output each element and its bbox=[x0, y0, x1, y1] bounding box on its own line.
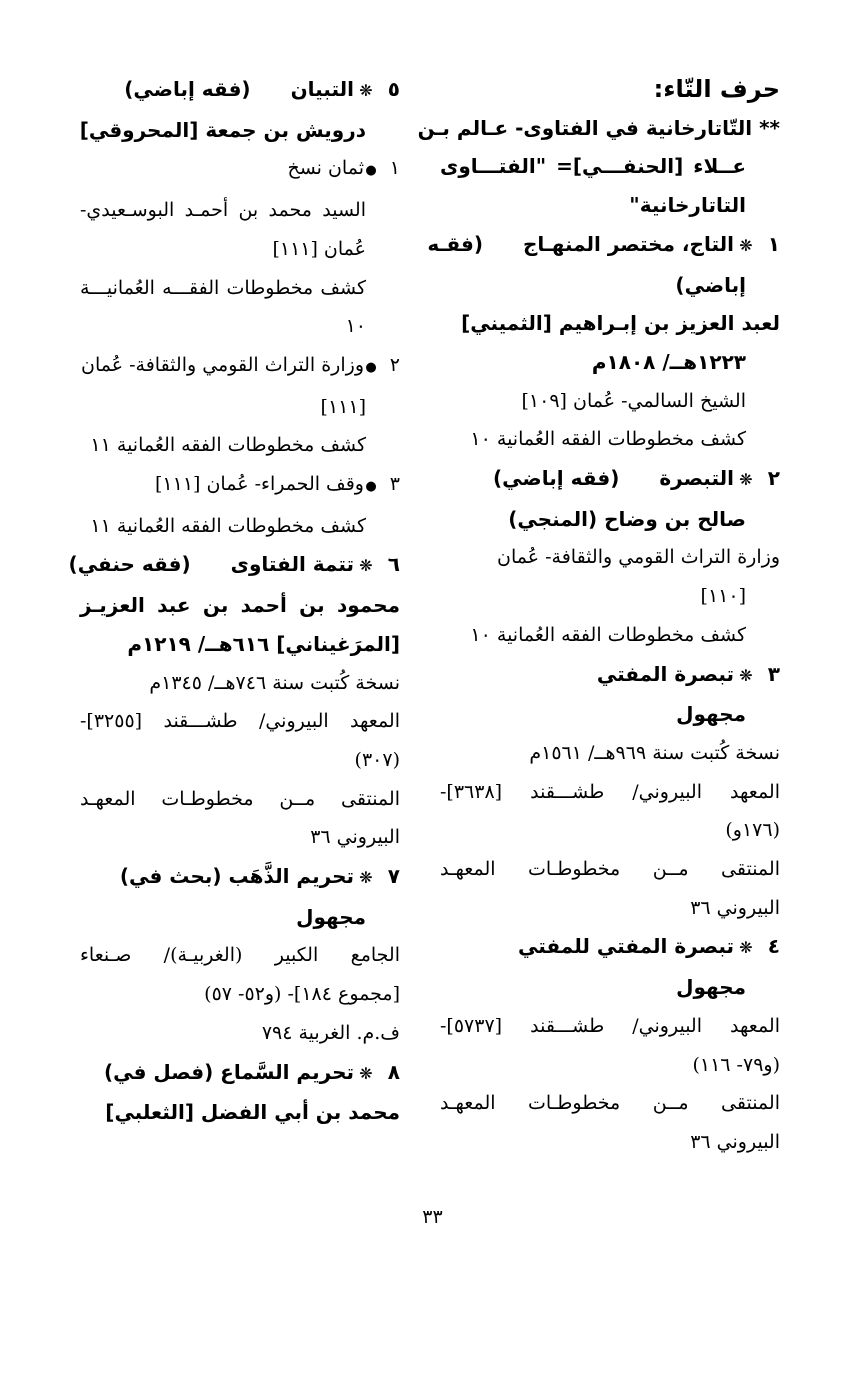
entry-location-cont: (و٧٩- ١١٦) bbox=[692, 1053, 780, 1076]
bullet-icon: ● bbox=[365, 163, 377, 179]
entry-number: ٢ bbox=[767, 466, 780, 491]
right-column bbox=[417, 70, 780, 1162]
entry-number: ٨ bbox=[387, 1059, 400, 1084]
entry-location-cont: (١٧٦و) bbox=[725, 819, 780, 842]
entry-author: درويش بن جمعة [المحروقي] bbox=[79, 117, 366, 142]
sub-entry-number: ٢ bbox=[389, 353, 400, 376]
entry-number: ١ bbox=[767, 231, 780, 256]
intro-line-3: التاتارخانية" bbox=[629, 193, 746, 218]
bullet-icon: ● bbox=[365, 479, 377, 495]
entry-tag: (فقه إباضي) bbox=[124, 77, 251, 101]
entry-title: تبصرة المفتي bbox=[596, 661, 734, 686]
sub-entry-location-cont: عُمان [١١١] bbox=[272, 237, 366, 260]
entry-location: الجامع الكبير (الغربيـة)/ صـنعاء bbox=[80, 944, 400, 967]
entry-number: ٦ bbox=[387, 552, 400, 577]
sub-entry-text: وقف الحمراء- عُمان [١١١] bbox=[154, 473, 364, 496]
sub-entry-reference-cont: ١٠ bbox=[345, 315, 366, 338]
entry-location: المعهد البيروني/ طشـــقند [٥٧٣٧]- bbox=[440, 1014, 780, 1037]
entry-reference: ف.م. الغربية ٧٩٤ bbox=[261, 1021, 400, 1044]
entry-author-date: [المرَغيناني] ٦١٦هــ/ ١٢١٩م bbox=[127, 631, 400, 656]
entry-tag: (فقه حنفي) bbox=[68, 552, 191, 577]
sub-entry-1 bbox=[80, 149, 400, 191]
entry-title: التاج، مختصر المنهـاج bbox=[523, 231, 734, 256]
section-heading: حرف التّاء: bbox=[653, 75, 780, 103]
sub-entry-location: السيد محمد بن أحمـد البوسـعيدي- bbox=[80, 199, 366, 222]
intro-line-1: ** التّاتارخانية في الفتاوى- عـالم بـن bbox=[417, 115, 780, 140]
entry-author: مجهول bbox=[676, 702, 746, 727]
entry-reference: كشف مخطوطات الفقه العُمانية ١٠ bbox=[470, 623, 746, 646]
entry-reference: كشف مخطوطات الفقه العُمانية ١٠ bbox=[470, 428, 746, 451]
asterism-icon: ❋ bbox=[739, 470, 753, 490]
sub-entry-text-cont: [١١١] bbox=[320, 395, 366, 418]
asterism-icon: ❋ bbox=[739, 665, 753, 685]
entry-location: المعهد البيروني/ طشـــقند [٣٦٣٨]- bbox=[440, 780, 780, 803]
entry-5-heading bbox=[80, 70, 400, 111]
asterism-icon: ❋ bbox=[359, 1063, 373, 1083]
entry-tag: (فقـه bbox=[427, 231, 483, 256]
asterism-icon: ❋ bbox=[359, 868, 373, 888]
entry-4-heading bbox=[440, 927, 780, 968]
entry-reference-cont: البيروني ٣٦ bbox=[310, 826, 400, 849]
entry-title-cont: إباضي) bbox=[675, 272, 746, 297]
sub-entry-3 bbox=[80, 465, 400, 507]
entry-location: المعهد البيروني/ طشـــقند [٣٢٥٥]- bbox=[80, 710, 400, 733]
sub-entry-text: ثمان نسخ bbox=[287, 157, 364, 180]
entry-location-cont: [١١٠] bbox=[700, 585, 746, 608]
page-number: ٣٣ bbox=[422, 1206, 443, 1228]
sub-entry-reference: كشف مخطوطات الفقه العُمانية ١١ bbox=[90, 434, 366, 457]
entry-title: تتمة الفتاوى bbox=[230, 552, 354, 577]
entry-author: مجهول bbox=[676, 975, 746, 1000]
left-column bbox=[68, 70, 400, 1132]
entry-location-cont: (٣٠٧) bbox=[354, 748, 400, 771]
entry-number: ٥ bbox=[387, 77, 400, 101]
entry-number: ٣ bbox=[767, 661, 780, 686]
entry-title: تبصرة المفتي للمفتي bbox=[518, 934, 734, 959]
sub-entry-reference: كشف مخطوطات الفقـــه العُمانيـــة bbox=[80, 276, 366, 299]
entry-reference-cont: البيروني ٣٦ bbox=[690, 1130, 780, 1153]
entry-reference: المنتقى مــن مخطوطـات المعهـد bbox=[80, 787, 400, 810]
entry-tag: (فقه إباضي) bbox=[493, 466, 620, 491]
bullet-icon: ● bbox=[365, 359, 377, 375]
sub-entry-text: وزارة التراث القومي والثقافة- عُمان bbox=[80, 353, 364, 376]
entry-title: تحريم الذَّهَب (بحث في) bbox=[119, 864, 354, 889]
entry-location: وزارة التراث القومي والثقافة- عُمان bbox=[496, 546, 780, 569]
entry-author: مجهول bbox=[296, 904, 366, 929]
entry-copy-date: نسخة كُتبت سنة ٩٦٩هــ/ ١٥٦١م bbox=[529, 741, 780, 764]
entry-number: ٧ bbox=[387, 864, 400, 889]
asterism-icon: ❋ bbox=[359, 556, 373, 576]
sub-entry-number: ٣ bbox=[389, 473, 400, 496]
entry-reference: المنتقى مــن مخطوطـات المعهـد bbox=[440, 1092, 780, 1115]
entry-title: التبيان bbox=[290, 77, 354, 101]
entry-reference-cont: البيروني ٣٦ bbox=[690, 896, 780, 919]
entry-author: صالح بن وضاح (المنجي) bbox=[508, 506, 746, 531]
entry-title: تحريم السَّماع (فصل في) bbox=[103, 1059, 354, 1084]
entry-6-heading bbox=[68, 545, 400, 586]
entry-reference: المنتقى مــن مخطوطـات المعهـد bbox=[440, 858, 780, 881]
entry-location: الشيخ السالمي- عُمان [١٠٩] bbox=[521, 389, 746, 412]
entry-author: محمود بن أحمد بن عبد العزيـز bbox=[80, 593, 400, 618]
entry-location-cont: [مجموع ١٨٤]- (و٥٢- ٥٧) bbox=[204, 983, 400, 1006]
entry-2-heading bbox=[440, 459, 780, 500]
sub-entry-number: ١ bbox=[389, 157, 400, 180]
entry-3-heading bbox=[440, 655, 780, 696]
entry-author: لعبد العزيز بن إبـراهيم [الثميني] bbox=[461, 311, 780, 336]
entry-7-heading bbox=[80, 857, 400, 898]
sub-entry-2 bbox=[80, 346, 400, 388]
entry-author: محمد بن أبي الفضل [الثعلبي] bbox=[105, 1100, 400, 1125]
entry-1-heading bbox=[427, 225, 780, 266]
asterism-icon: ❋ bbox=[739, 235, 753, 255]
entry-copy-date: نسخة كُتبت سنة ٧٤٦هــ/ ١٣٤٥م bbox=[149, 671, 400, 694]
asterism-icon: ❋ bbox=[359, 81, 373, 100]
entry-title: التبصرة bbox=[659, 466, 734, 491]
sub-entry-reference: كشف مخطوطات الفقه العُمانية ١١ bbox=[90, 514, 366, 537]
entry-8-heading bbox=[80, 1053, 400, 1094]
asterism-icon: ❋ bbox=[739, 938, 753, 958]
intro-line-2: عــلاء [الحنفـــي]= "الفتـــاوى bbox=[440, 154, 746, 179]
entry-author-date: ١٢٢٣هــ/ ١٨٠٨م bbox=[591, 349, 746, 374]
entry-number: ٤ bbox=[767, 934, 780, 959]
